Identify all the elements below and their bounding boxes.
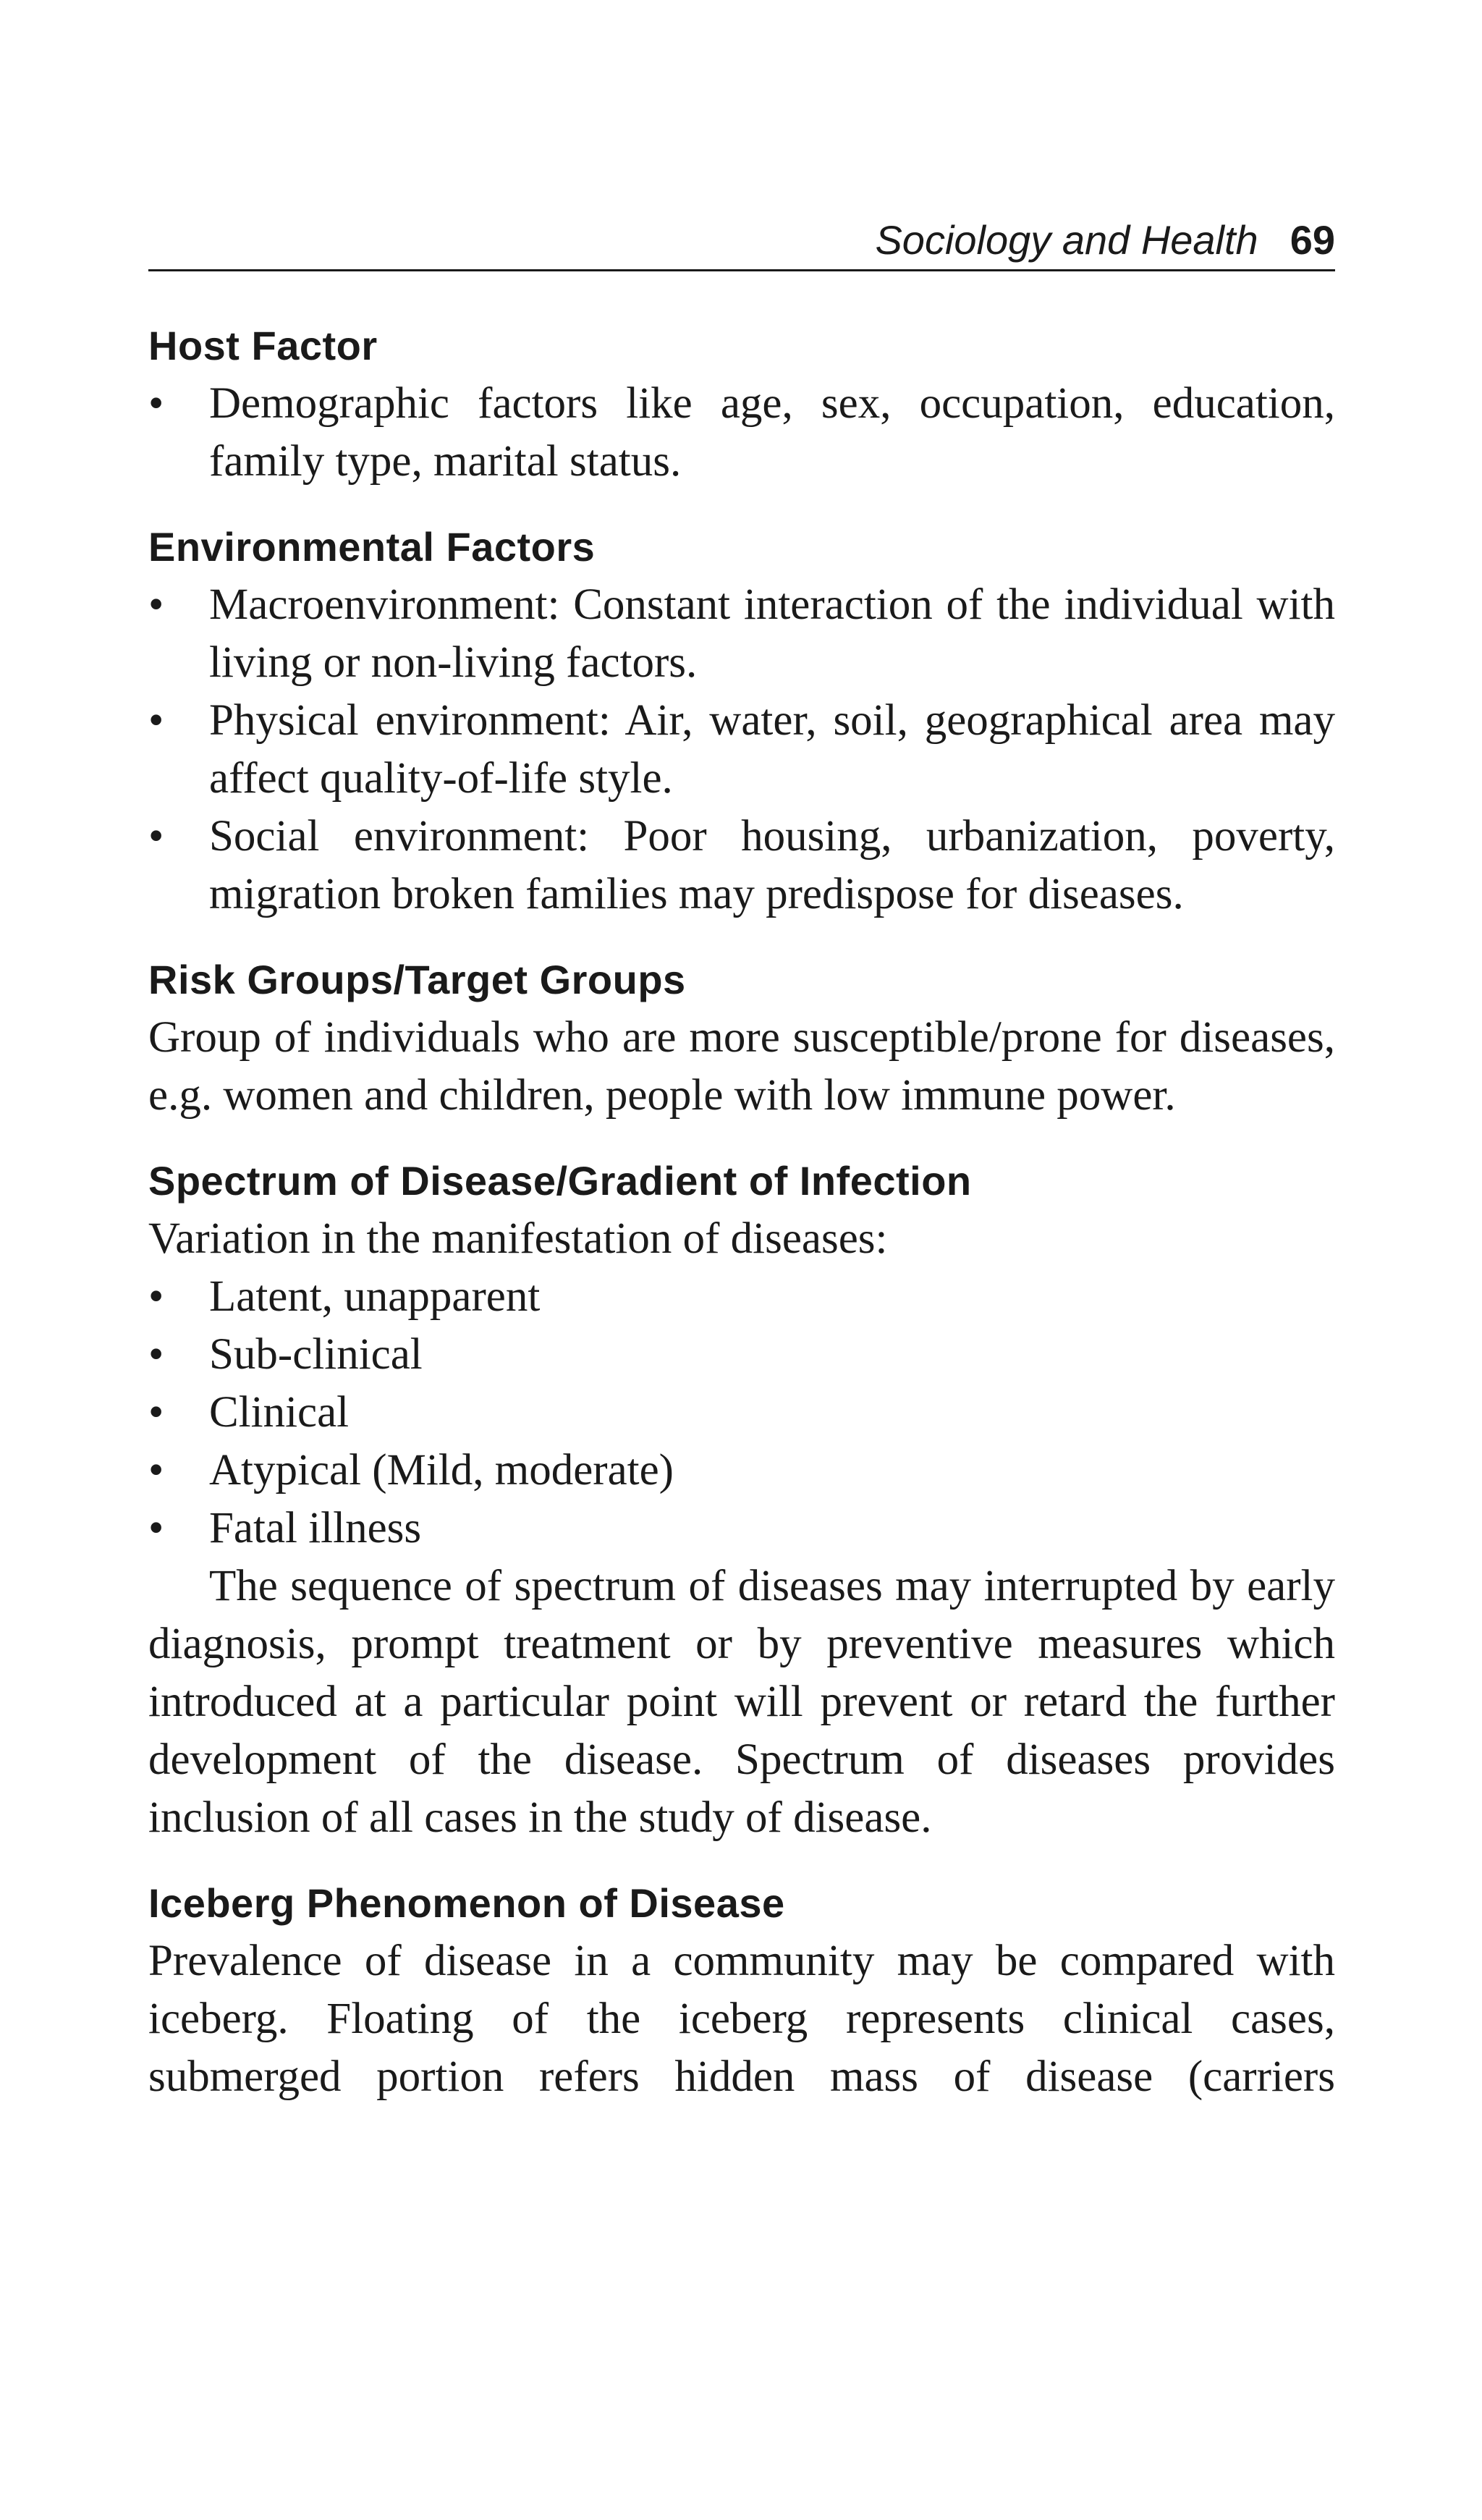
bullet-icon: •	[148, 1272, 164, 1321]
list-item	[148, 1442, 1335, 1500]
list-item	[148, 1268, 1335, 1326]
spectrum-list	[148, 1268, 1335, 1557]
iceberg-paragraph: Prevalence of disease in a community may be compared with iceberg. Floating of the iceberg represents clinical cases, submerged portion refers hidden mass of disease (carriers	[148, 1937, 1335, 2101]
list-item	[148, 1326, 1335, 1384]
heading-risk-groups: Risk Groups/Target Groups	[148, 957, 686, 1002]
spectrum-intro: Variation in the manifestation of diseases:	[148, 1214, 888, 1263]
heading-host-factor: Host Factor	[148, 323, 378, 368]
heading-iceberg-phenomenon: Iceberg Phenomenon of Disease	[148, 1880, 785, 1926]
running-title: Sociology and Health	[875, 217, 1258, 263]
list-item-text: Latent, unapparent	[209, 1272, 541, 1321]
bullet-icon: •	[148, 1330, 164, 1379]
spectrum-paragraph: The sequence of spectrum of diseases may interrupted by early diagnosis, prompt treatment or by preventive measures which introduced at a particular point will prevent or retard the further development of the disease. Spectrum of diseases provides inclusion of all cases in the study of disease.	[148, 1562, 1335, 1842]
bullet-icon: •	[148, 1504, 164, 1552]
bullet-icon: •	[148, 696, 164, 745]
list-item	[148, 375, 1335, 491]
bullet-icon: •	[148, 812, 164, 861]
bullet-icon: •	[148, 379, 164, 428]
list-item-text: Demographic factors like age, sex, occupation, education, family type, marital status.	[209, 379, 1335, 486]
list-item-text: Atypical (Mild, moderate)	[209, 1446, 674, 1494]
risk-groups-paragraph: Group of individuals who are more susceptible/prone for diseases, e.g. women and children, people with low immune power.	[148, 1013, 1335, 1120]
list-item	[148, 808, 1335, 923]
heading-spectrum-of-disease: Spectrum of Disease/Gradient of Infection	[148, 1158, 972, 1204]
list-item-text: Social environment: Poor housing, urbanization, poverty, migration broken families may predispose for diseases.	[209, 812, 1335, 918]
header-rule	[148, 269, 1335, 271]
list-item	[148, 1500, 1335, 1557]
running-header	[875, 214, 1335, 266]
environmental-factors-list	[148, 576, 1335, 923]
bullet-icon: •	[148, 1388, 164, 1437]
host-factor-list	[148, 375, 1335, 491]
list-item	[148, 1384, 1335, 1442]
list-item-text: Physical environment: Air, water, soil, geographical area may affect quality-of-life style.	[209, 696, 1335, 803]
list-item	[148, 692, 1335, 808]
list-item-text: Fatal illness	[209, 1504, 422, 1552]
list-item-text: Macroenvironment: Constant interaction of the individual with living or non-living factors.	[209, 580, 1335, 687]
bullet-icon: •	[148, 580, 164, 629]
page-body	[148, 317, 1335, 2106]
heading-environmental-factors: Environmental Factors	[148, 524, 596, 570]
page-number: 69	[1290, 217, 1335, 263]
bullet-icon: •	[148, 1446, 164, 1494]
list-item	[148, 576, 1335, 692]
list-item-text: Sub-clinical	[209, 1330, 423, 1379]
list-item-text: Clinical	[209, 1388, 350, 1437]
